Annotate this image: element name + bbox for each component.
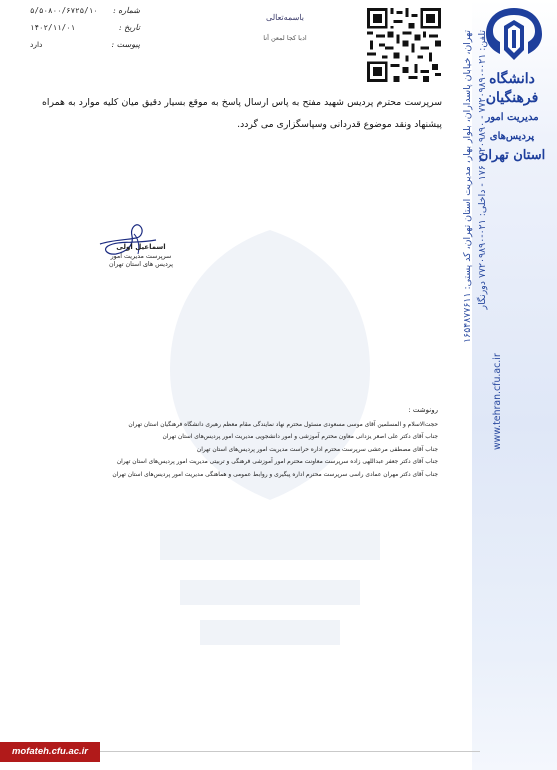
signatory-title1: سرپرست مدیریت امور xyxy=(110,253,172,260)
cc-item: جناب آقای دکتر مهران عمادی راسی سرپرست محترم اداره پیگیری و روابط عمومی و هماهنگی مدیریت امور پردیس‌های استان تهران xyxy=(112,471,438,478)
contact-address: تهران، خیابان پاسداران، بلوار بهار، مدیریت استان تهران، کد پستی: ۱۶۵۴۸۷۷۶۱۱ xyxy=(462,30,473,343)
bismillah xyxy=(230,8,340,48)
signatory-title2: پردیس های استان تهران xyxy=(109,261,173,268)
number-row xyxy=(30,2,140,19)
contact-phone: تلفن: ۰۲۱-۷۷۲۰۹۸۹۰ - ۷۷۲۰۹۸۹۰ ۱۷۶ - داخلی: ۰۲۱-۷۷۲۰۹۸۹۰ دورنگار xyxy=(477,30,488,310)
letter-meta xyxy=(30,2,140,53)
cc-item: حجت‌الاسلام و المسلمین آقای موسی مسعودی مسئول محترم نهاد نمایندگی مقام معظم رهبری دانشگاه فرهنگیان استان تهران xyxy=(128,421,438,428)
cc-list xyxy=(110,404,438,481)
org-name-line3: استان تهران xyxy=(478,148,546,163)
org-name-line2: مدیریت امور پردیس‌های xyxy=(485,112,539,142)
org-name-line1: دانشگاه فرهنگیان xyxy=(485,71,539,106)
bismillah-line1: باسمه‌تعالی xyxy=(266,13,304,22)
signatory xyxy=(100,242,182,269)
signatory-name: اسماعیل اولی xyxy=(116,243,166,251)
date-row xyxy=(30,19,140,36)
date-label: تاریخ : xyxy=(118,23,140,32)
letter-body: سرپرست محترم پردیس شهید مفتح به پاس ارسال پاسخ به موقع بسیار دقیق میان کلیه موارد به همراه پیشنهاد ونقد موضوع قدردانی وسپاسگزاری می گردد. xyxy=(42,97,442,130)
bismillah-line2: ادبا کجا لمعن أنا xyxy=(263,34,307,42)
attachment-value: دارد xyxy=(30,40,43,49)
footer-site-link[interactable]: mofateh.cfu.ac.ir xyxy=(0,742,100,762)
contact-website[interactable]: www.tehran.cfu.ac.ir xyxy=(492,353,503,450)
cc-item: جناب آقای دکتر علی اصغر یزدانی معاون محترم آموزشی و امور دانشجویی مدیریت امور پردیس‌های استان تهران xyxy=(162,434,438,440)
number-label: شماره : xyxy=(112,6,140,15)
footer-divider xyxy=(100,751,480,752)
qr-code-icon[interactable] xyxy=(367,8,441,82)
attachment-label: پیوست : xyxy=(111,40,140,49)
date-value: ۱۴۰۲/۱۱/۰۱ xyxy=(30,23,76,32)
cc-item: جناب آقای مصطفی مرعشی سرپرست محترم اداره حراست مدیریت امور پردیس‌های استان تهران xyxy=(196,446,438,453)
cc-item: جناب آقای دکتر جعفر عبداللهی زاده سرپرست معاونت محترم امور آموزشی فرهنگی و تربیتی مدیریت امور پردیس‌های استان تهران xyxy=(116,459,438,465)
cc-title: رونوشت : xyxy=(408,406,438,414)
contact-info xyxy=(460,30,505,450)
number-value: ۵/۵۰۸۰۰/۶۷۲۵/۱۰ xyxy=(30,6,98,15)
attachment-row xyxy=(30,36,140,53)
